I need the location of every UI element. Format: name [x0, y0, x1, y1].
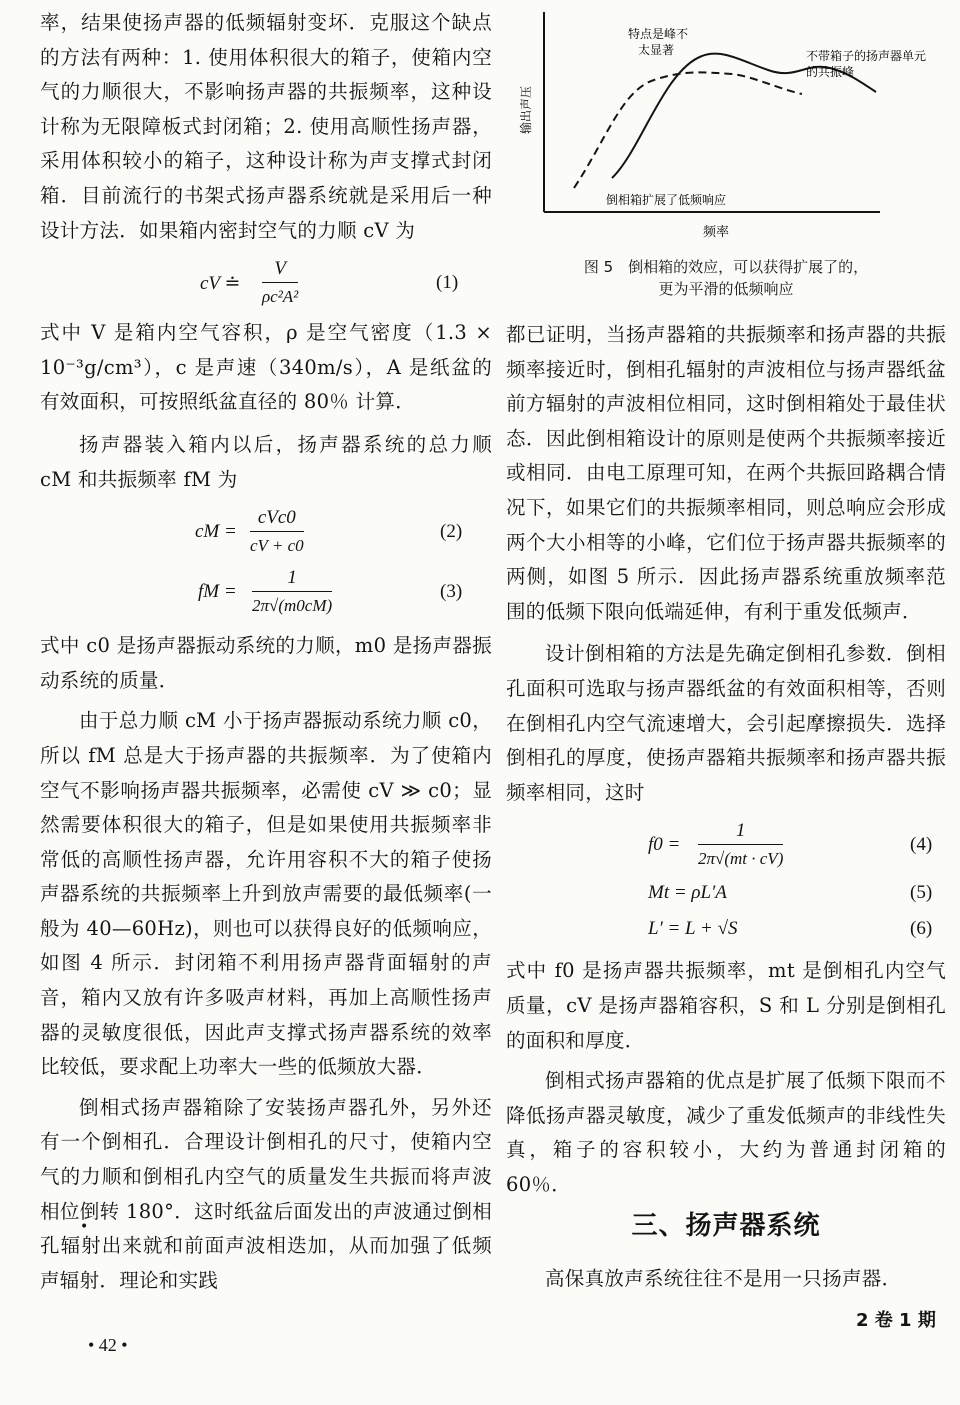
section-title: 三、扬声器系统 — [631, 1211, 821, 1241]
eq4-lhs: f0 = — [648, 834, 681, 856]
eq1-lhs: cV ≐ — [200, 273, 241, 295]
annotation-top-line2: 太显著 — [637, 43, 675, 57]
eq4-fraction — [698, 818, 783, 873]
paragraph-left-4: 式中 c0 是扬声器振动系统的力顺，m0 是扬声器振动系统的质量． — [40, 634, 492, 692]
paragraph-right-2: 设计倒相箱的方法是先确定倒相孔参数．倒相孔面积可选取与扬声器纸盆的有效面积相等，否则在倒相孔内空气流速增大，会引起摩擦损失．选择倒相孔的厚度，使扬声器箱共振频率和扬声器共振频率相同，这时 — [506, 642, 946, 804]
eq4-numerator: 1 — [698, 818, 783, 845]
equation-2 — [40, 505, 492, 565]
figure-xlabel: 频率 — [702, 225, 730, 240]
annotation-right-line2: 的共振峰 — [805, 65, 855, 79]
eq1-number: (1) — [436, 272, 459, 294]
eq1-numerator: V — [262, 256, 298, 283]
left-column — [40, 0, 492, 1298]
issue-label: 2 卷 1 期 — [856, 1310, 936, 1331]
eq3-denominator: 2π√(m0cM) — [252, 596, 333, 616]
margin-bullet: • — [80, 1219, 89, 1235]
curve-without-port — [574, 72, 802, 188]
paragraph-left-1: 率，结果使扬声器的低频辐射变坏．克服这个缺点的方法有两种：1. 使用体积很大的箱子，使箱内空气的力顺很大，不影响扬声器的共振频率，这种设计称为无限障板式封闭箱；2. 使用高顺性扬声器，采用体积较小的箱子，这种设计称为声支撑式封闭箱．目前流行的书架式扬声器系统就是采用后一种设计方法．如果箱内密封空气的力顺 cV 为 — [40, 11, 492, 242]
figure-5 — [506, 0, 946, 320]
eq2-numerator: cVc0 — [250, 505, 304, 532]
eq2-number: (2) — [440, 521, 463, 543]
paragraph-right-4: 倒相式扬声器箱的优点是扩展了低频下限而不降低扬声器灵敏度，减少了重发低频声的非线性失真，箱子的容积较小，大约为普通封闭箱的 60％． — [506, 1069, 946, 1196]
equation-1 — [40, 256, 492, 316]
eq2-lhs: cM = — [195, 521, 237, 543]
figure-caption-line2: 更为平滑的低频响应 — [658, 280, 794, 298]
page-number: • 42 • — [88, 1335, 128, 1355]
figure-ylabel: 输出声压 — [519, 85, 533, 135]
figure-caption-line1: 图 5 倒相箱的效应，可以获得扩展了的， — [583, 258, 869, 276]
annotation-bottom: 倒相箱扩展了低频响应 — [605, 193, 727, 207]
right-text-block — [506, 318, 946, 1202]
eq5-number: (5) — [910, 882, 933, 904]
figure-5-plot — [506, 0, 946, 250]
eq3-fraction — [252, 565, 332, 620]
annotation-top-line1: 特点是峰不 — [627, 27, 689, 41]
paragraph-right-5: 高保真放声系统往往不是用一只扬声器． — [545, 1267, 902, 1290]
paragraph-left-6: 倒相式扬声器箱除了安装扬声器孔外，另外还有一个倒相孔．合理设计倒相孔的尺寸，使箱内空气的力顺和倒相孔内空气的质量发生共振而将声波相位倒转 180°．这时纸盆后面发出的声波通过倒相孔辐射出来就和前面声波相迭加，从而加强了低频声辐射．理论和实践 — [40, 1095, 492, 1292]
eq1-fraction — [262, 256, 298, 311]
paragraph-right-1: 都已证明，当扬声器箱的共振频率和扬声器的共振频率接近时，倒相孔辐射的声波相位与扬声器纸盆前方辐射的声波相位相同，这时倒相箱处于最佳状态．因此倒相箱设计的原则是使两个共振频率接近或相同．由电工原理可知，在两个共振回路耦合情况下，如果它们的共振频率相同，则总响应会形成两个大小相等的小峰，它们位于扬声器共振频率的两侧，如图 5 所示．因此扬声器系统重放频率范围的低频下限向低端延伸，有利于重发低频声． — [506, 323, 946, 623]
paragraph-left-5: 由于总力顺 cM 小于扬声器振动系统力顺 c0，所以 fM 总是大于扬声器的共振频率．为了使箱内空气不影响扬声器共振频率，必需使 cV ≫ c0；显然需要体积很大的箱子，但是如果使用共振频率非常低的高顺性扬声器，允许用容积不大的箱子使扬声器系统的共振频率上升到放声需要的最低频率(一般为 40—60Hz)，则也可以获得良好的低频响应，如图 4 所示．封闭箱不利用扬声器背面辐射的声音，箱内又放有许多吸声材料，再加上高顺性扬声器的灵敏度很低，因此声支撑式扬声器系统的效率比较低，要求配上功率大一些的低频放大器． — [40, 709, 492, 1079]
eq4-denominator: 2π√(mt · cV) — [698, 849, 784, 869]
eq3-numerator: 1 — [252, 565, 332, 592]
equation-3 — [40, 565, 492, 625]
paragraph-left-3: 扬声器装入箱内以后，扬声器系统的总力顺 cM 和共振频率 fM 为 — [40, 432, 492, 491]
equation-4 — [506, 818, 946, 878]
eq2-fraction — [250, 505, 304, 560]
figure-caption — [506, 256, 946, 300]
equation-6 — [506, 914, 946, 950]
eq3-lhs: fM = — [198, 581, 237, 603]
paragraph-left-2: 式中 V 是箱内空气容积，ρ 是空气密度（1.3 × 10⁻³g/cm³），c 是声速（340m/s），A 是纸盆的有效面积，可按照纸盆直径的 80％ 计算． — [40, 321, 492, 414]
annotation-right-line1: 不带箱子的扬声器单元 — [805, 49, 927, 63]
eq5-expression: Mt = ρL′A — [648, 882, 727, 904]
paragraph-right-3: 式中 f0 是扬声器共振频率，mt 是倒相孔内空气质量，cV 是扬声器箱容积，S 和 L 分别是倒相孔的面积和厚度． — [506, 959, 946, 1052]
eq6-number: (6) — [910, 918, 933, 940]
eq3-number: (3) — [440, 581, 463, 603]
eq2-denominator: cV + c0 — [250, 536, 304, 556]
eq1-denominator: ρc²A² — [262, 287, 299, 307]
right-column — [506, 0, 946, 1405]
eq6-expression: L′ = L + √S — [648, 918, 738, 940]
eq4-number: (4) — [910, 834, 933, 856]
equation-5 — [506, 878, 946, 914]
